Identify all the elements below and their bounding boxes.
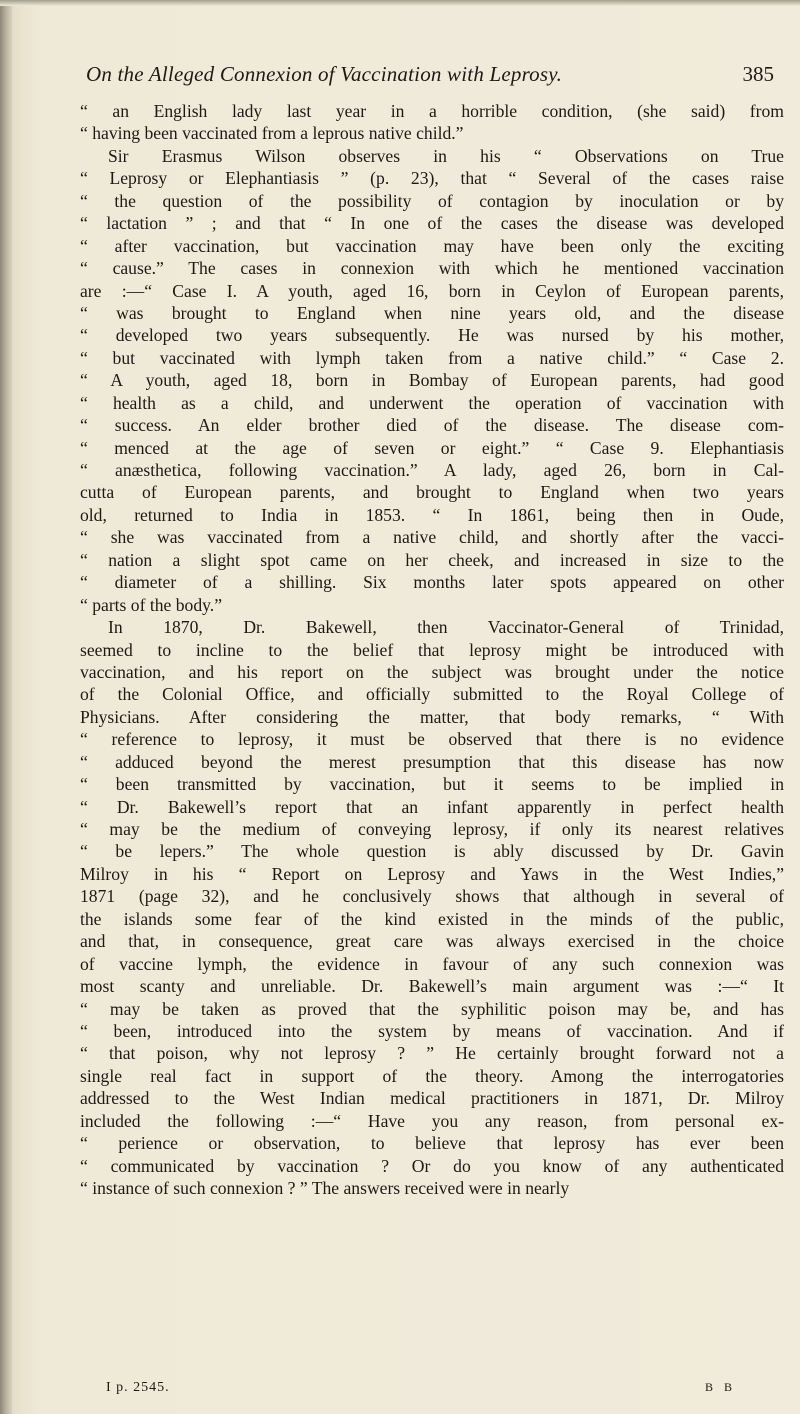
text-line: are :—“ Case I. A youth, aged 16, born in Ceylon of European parents,: [80, 280, 784, 301]
text-line: of vaccine lymph, the evidence in favour of any such connexion was: [80, 953, 784, 974]
text-line: single real fact in support of the theory. Among the interrogatories: [80, 1065, 784, 1086]
paragraph: [80, 100, 784, 145]
text-line: cutta of European parents, and brought to England when two years: [80, 482, 784, 503]
text-line: “ nation a slight spot came on her cheek, and increased in size to the: [80, 549, 784, 570]
text-line: included the following :—“ Have you any reason, from personal ex-: [80, 1110, 784, 1131]
text-line: “ menced at the age of seven or eight.” “ Case 9. Elephantiasis: [80, 437, 784, 458]
text-line: In 1870, Dr. Bakewell, then Vaccinator-General of Trinidad,: [108, 617, 784, 638]
text-line: “ reference to leprosy, it must be observed that there is no evidence: [80, 729, 784, 750]
text-line: “ Dr. Bakewell’s report that an infant apparently in perfect health: [80, 796, 784, 817]
text-line: “ health as a child, and underwent the operation of vaccination with: [80, 392, 784, 413]
text-line: of the Colonial Office, and officially submitted to the Royal College of: [80, 684, 784, 705]
text-line: “ anæsthetica, following vaccination.” A lady, aged 26, born in Cal-: [80, 460, 784, 480]
text-line: “ perience or observation, to believe that leprosy has ever been: [80, 1133, 784, 1154]
text-line: “ A youth, aged 18, born in Bombay of European parents, had good: [80, 370, 784, 391]
sheet-signature-mark: B B: [704, 1380, 736, 1394]
text-line: the islands some fear of the kind existed in the minds of the public,: [80, 908, 784, 929]
text-line: addressed to the West Indian medical practitioners in 1871, Dr. Milroy: [80, 1088, 784, 1109]
text-line: “ having been vaccinated from a leprous native child.”: [80, 123, 464, 144]
text-line: Milroy in his “ Report on Leprosy and Yaws in the West Indies,”: [80, 863, 784, 884]
text-line: “ but vaccinated with lymph taken from a native child.” “ Case 2.: [80, 347, 784, 368]
text-line: “ the question of the possibility of contagion by inoculation or by: [80, 190, 784, 211]
page-top-edge: [0, 0, 800, 6]
text-line: “ communicated by vaccination ? Or do you know of any authenticated: [80, 1155, 784, 1176]
text-line: old, returned to India in 1853. “ In 1861, being then in Oude,: [80, 504, 784, 525]
text-line: “ she was vaccinated from a native child, and shortly after the vacci-: [80, 527, 784, 548]
text-line: “ been transmitted by vaccination, but it seems to be implied in: [80, 774, 784, 795]
text-line: most scanty and unreliable. Dr. Bakewell’s main argument was :—“ It: [80, 976, 784, 997]
text-line: “ after vaccination, but vaccination may have been only the exciting: [80, 235, 784, 256]
text-line: “ cause.” The cases in connexion with which he mentioned vaccination: [80, 258, 784, 279]
text-line: “ diameter of a shilling. Six months later spots appeared on other: [80, 572, 784, 593]
text-line: “ success. An elder brother died of the disease. The disease com-: [80, 415, 784, 436]
text-line: Physicians. After considering the matter, that body remarks, “ With: [80, 706, 784, 727]
printer-signature: I p. 2545.: [106, 1380, 170, 1395]
running-title: On the Alleged Connexion of Vaccination with Leprosy.: [86, 62, 563, 86]
page-number: 385: [742, 62, 774, 86]
page-header: [0, 62, 800, 92]
text-line: “ instance of such connexion ? ” The answers received were in nearly: [80, 1178, 570, 1198]
text-line: vaccination, and his report on the subject was brought under the notice: [80, 661, 784, 682]
text-line: seemed to incline to the belief that leprosy might be introduced with: [80, 639, 784, 660]
text-line: “ adduced beyond the merest presumption that this disease has now: [80, 751, 784, 772]
text-line: “ lactation ” ; and that “ In one of the cases the disease was developed: [80, 213, 784, 234]
text-line: “ was brought to England when nine years old, and the disease: [80, 302, 784, 323]
text-line: “ may be taken as proved that the syphilitic poison may be, and has: [80, 998, 784, 1019]
text-line: “ be lepers.” The whole question is ably discussed by Dr. Gavin: [80, 841, 784, 862]
text-line: “ been, introduced into the system by means of vaccination. And if: [80, 1020, 784, 1041]
text-line: “ an English lady last year in a horrible condition, (she said) from: [80, 101, 784, 121]
text-line: “ developed two years subsequently. He was nursed by his mother,: [80, 325, 784, 346]
text-line: “ that poison, why not leprosy ? ” He certainly brought forward not a: [80, 1043, 784, 1064]
text-line: 1871 (page 32), and he conclusively shows that although in several of: [80, 886, 784, 907]
text-line: “ may be the medium of conveying leprosy, if only its nearest relatives: [80, 819, 784, 839]
page-binding-edge: [0, 0, 12, 1414]
text-line: Sir Erasmus Wilson observes in his “ Observations on True: [108, 145, 784, 166]
page-footer: [0, 1380, 800, 1402]
paragraph: [80, 616, 784, 1199]
text-line: “ Leprosy or Elephantiasis ” (p. 23), that “ Several of the cases raise: [80, 168, 784, 189]
text-line: “ parts of the body.”: [80, 594, 223, 615]
text-line: and that, in consequence, great care was always exercised in the choice: [80, 931, 784, 952]
paragraph: [80, 145, 784, 616]
body-text: [80, 100, 784, 1199]
